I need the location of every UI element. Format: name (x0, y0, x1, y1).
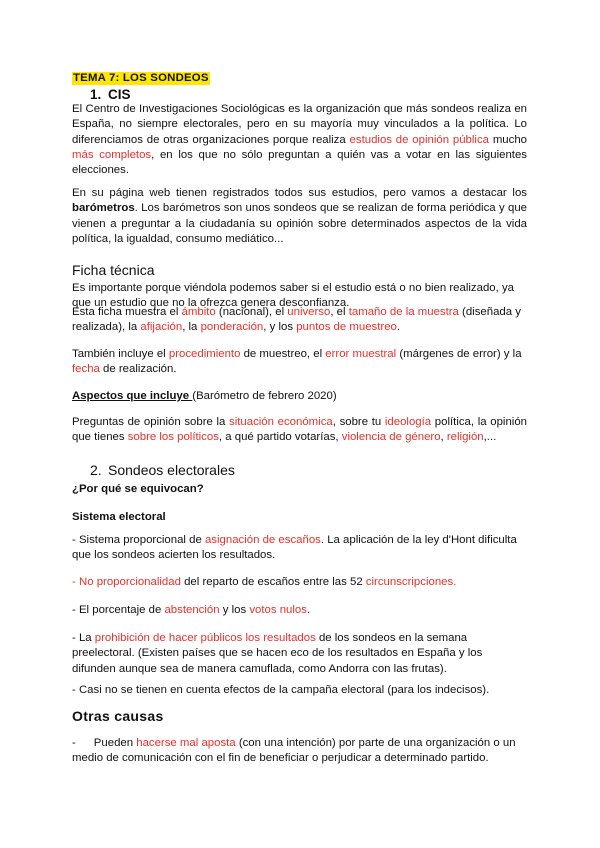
ficha-paragraph-3: También incluye el procedimiento de muestreo, el error muestral (márgenes de error) y la fecha de realización. (72, 348, 522, 376)
sistema-item-1: - Sistema proporcional de asignación de escaños. La aplicación de la ley d'Hont dificulta que los sondeos acierten los resultados. (72, 534, 517, 562)
otras-item-1: - Pueden hacerse mal aposta (con una intención) por parte de una organización o un medio de comunicación con el fin de beneficiar o perjudicar a determinado partido. (72, 737, 516, 765)
aspectos-heading: Aspectos que incluye (72, 390, 193, 402)
sistema-heading: Sistema electoral (72, 511, 166, 523)
highlight-term: más completos (72, 148, 152, 161)
document-title: TEMA 7: LOS SONDEOS (73, 72, 209, 84)
otras-heading: Otras causas (72, 708, 164, 724)
section-2-heading: Sondeos electorales (108, 462, 235, 478)
ficha-paragraph-1: Es importante porque viéndola podemos saber si el estudio está o no bien realizado, ya que un estudio que no la ofrezca genera desconfianza. (72, 282, 514, 310)
section-1-heading: CIS (108, 87, 131, 102)
sistema-item-2: - No proporcionalidad del reparto de escaños entre las 52 circunscripciones. (72, 576, 457, 588)
sistema-item-3: - El porcentaje de abstención y los votos nulos. (72, 604, 311, 616)
section-1-number: 1. (90, 87, 102, 102)
aspectos-heading-line: Aspectos que incluye (Barómetro de febrero 2020) (72, 390, 337, 402)
cis-paragraph-2: En su página web tienen registrados todos sus estudios, pero vamos a destacar los barómetros. Los barómetros son unos sondeos que se realizan de forma periódica y que vienen a preguntar a la ciudadanía su opinión sobre determinados aspectos de la vida política, la igualdad, consumo mediático... (72, 187, 527, 245)
highlight-term: estudios de opinión pública (349, 133, 489, 146)
sistema-item-5: - Casi no se tienen en cuenta efectos de la campaña electoral (para los indecisos). (72, 684, 490, 696)
por-que-heading: ¿Por qué se equivocan? (72, 483, 204, 495)
cis-paragraph-1: El Centro de Investigaciones Sociológicas es la organización que más sondeos realiza en España, no siempre electorales, pero en su mayoría muy vinculados a la política. Lo diferenciamos de otras organizaciones porque realiza estudios de opinión pública mucho más completos, en los que no sólo preguntan a quién vas a votar en las siguientes elecciones. (72, 103, 528, 177)
section-2-number: 2. (90, 462, 102, 478)
aspectos-paragraph: Preguntas de opinión sobre la situación económica, sobre tu ideología política, la opinión que tienes sobre los políticos, a qué partido votarías, violencia de género, religión,... (72, 416, 527, 444)
bold-term: barómetros (72, 202, 135, 215)
sistema-item-4: - La prohibición de hacer públicos los resultados de los sondeos en la semana preelectoral. (Existen países que se hacen eco de los resultados en España y los difunden aunque sea de manera camuflada, como Andorra con las frutas). (72, 632, 483, 675)
ficha-paragraph-2: Esta ficha muestra el ámbito (nacional), el universo, el tamaño de la muestra (diseñada y realizada), la afijación, la ponderación, y los puntos de muestreo. (72, 306, 521, 334)
ficha-heading: Ficha técnica (72, 262, 155, 278)
